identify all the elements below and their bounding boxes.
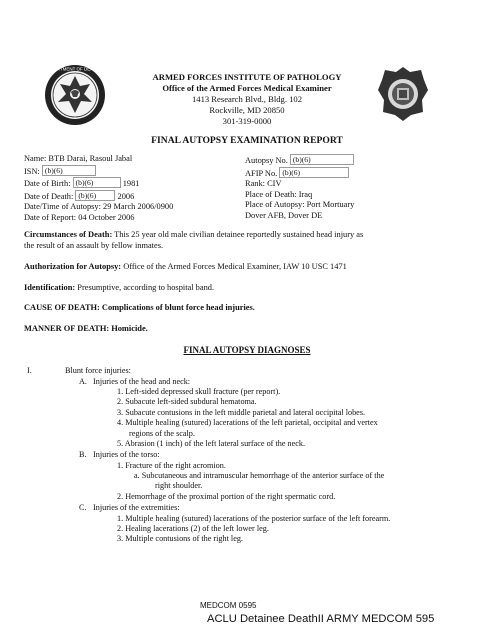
section-a-items bbox=[117, 387, 378, 449]
section-b-items bbox=[117, 461, 384, 503]
dod-label: Date of Death: bbox=[24, 191, 74, 201]
identification-section bbox=[24, 282, 214, 293]
redaction-box: (b)(6) bbox=[290, 154, 354, 165]
svg-text:DEPARTMENT OF DEFENSE: DEPARTMENT OF DEFENSE bbox=[44, 66, 106, 72]
rank: Rank: CIV bbox=[245, 179, 282, 188]
list-item: 3. Subacute contusions in the left middle parietal and lateral occipital lobes. bbox=[117, 407, 366, 417]
section-c-items bbox=[117, 514, 390, 545]
list-item: 1. Multiple healing (sutured) lacerations of the posterior surface of the left forearm. bbox=[117, 513, 391, 523]
section-b-heading: Injuries of the torso: bbox=[93, 450, 160, 459]
manner-of-death: MANNER OF DEATH: Homicide. bbox=[24, 324, 148, 333]
identification-label: Identification: bbox=[24, 283, 76, 292]
autopsy-no-row bbox=[245, 154, 354, 167]
institute-name: ARMED FORCES INSTITUTE OF PATHOLOGY bbox=[152, 72, 342, 82]
letterhead bbox=[0, 72, 494, 127]
circumstances-text-1: This 25 year old male civilian detainee reportedly sustained head injury as bbox=[112, 230, 364, 239]
list-item: 1. Left-sided depressed skull fracture (per report). bbox=[117, 387, 281, 396]
fields-left bbox=[24, 154, 173, 223]
medcom-stamp: MEDCOM 0595 bbox=[200, 601, 257, 610]
phone-number: 301-319-0000 bbox=[222, 116, 272, 126]
redaction-box: (b)(6) bbox=[42, 165, 96, 176]
place-of-autopsy-location: Dover AFB, Dover DE bbox=[245, 210, 323, 220]
section-c-heading: Injuries of the extremities: bbox=[93, 503, 180, 512]
report-title: FINAL AUTOPSY EXAMINATION REPORT bbox=[151, 135, 343, 146]
section-a-label: A. bbox=[79, 376, 87, 386]
name-label: Name: bbox=[24, 154, 47, 163]
list-item: 4. Multiple healing (sutured) lacerations of the left parietal, occipital and vertex bbox=[117, 418, 378, 428]
autopsy-no-label: Autopsy No. bbox=[245, 156, 288, 165]
list-item: 5. Abrasion (1 inch) of the left lateral surface of the neck. bbox=[117, 439, 306, 449]
ssn-label: ISN: bbox=[24, 166, 40, 176]
autopsy-datetime: Date/Time of Autopsy: 29 March 2006/0900 bbox=[24, 202, 174, 211]
dod-year: 2006 bbox=[117, 191, 135, 201]
diagnosis-roman: I. bbox=[27, 366, 32, 375]
circumstances-label: Circumstances of Death: bbox=[24, 230, 113, 239]
cause-of-death: CAUSE OF DEATH: Complications of blunt force head injuries. bbox=[24, 303, 255, 312]
ssn-row bbox=[24, 165, 173, 178]
diagnosis-heading: Blunt force injuries: bbox=[65, 366, 131, 375]
list-item: a. Subcutaneous and intramuscular hemorrhage of the anterior surface of the bbox=[134, 470, 385, 480]
fields-right bbox=[245, 154, 354, 221]
place-of-death: Place of Death: Iraq bbox=[245, 189, 313, 199]
list-item: 2. Subacute left-sided subdural hematoma. bbox=[117, 397, 257, 407]
redaction-box: (b)(6) bbox=[75, 190, 115, 201]
authorization-section bbox=[24, 261, 347, 272]
identification-text: Presumptive, according to hospital band. bbox=[75, 283, 215, 292]
diagnoses-title: FINAL AUTOPSY DIAGNOSES bbox=[183, 345, 311, 355]
list-item: regions of the scalp. bbox=[129, 428, 195, 438]
dod-row bbox=[24, 190, 173, 203]
list-item: right shoulder. bbox=[155, 481, 203, 491]
circumstances-text-2: the result of an assault by fellow inmates. bbox=[24, 241, 164, 250]
name-value: BTB Darai, Rasoul Jabal bbox=[48, 154, 133, 163]
office-name: Office of the Armed Forces Medical Examiner bbox=[162, 83, 332, 93]
document-caption: ACLU Detainee DeathII ARMY MEDCOM 595 bbox=[207, 613, 435, 625]
address-line-1: 1413 Research Blvd., Bldg. 102 bbox=[191, 94, 303, 104]
dob-year: 1981 bbox=[122, 179, 140, 188]
redaction-box: (b)(6) bbox=[279, 167, 349, 178]
authorization-text: Office of the Armed Forces Medical Examiner, IAW 10 USC 1471 bbox=[121, 262, 347, 271]
circumstances-section bbox=[24, 229, 474, 251]
list-item: 2. Healing lacerations (2) of the left lower leg. bbox=[117, 523, 269, 533]
authorization-label: Authorization for Autopsy: bbox=[24, 262, 122, 271]
name-row bbox=[24, 154, 173, 165]
address-line-2: Rockville, MD 20850 bbox=[209, 105, 285, 115]
list-item: 2. Hemorrhage of the proximal portion of the right spermatic cord. bbox=[117, 491, 336, 501]
section-b-label: B. bbox=[79, 450, 87, 459]
dob-label: Date of Birth: bbox=[24, 179, 71, 188]
redaction-box: (b)(6) bbox=[73, 177, 121, 188]
place-of-autopsy: Place of Autopsy: Port Mortuary bbox=[245, 200, 355, 209]
dob-row bbox=[24, 177, 173, 190]
list-item: 1. Fracture of the right acromion. bbox=[117, 460, 226, 470]
afip-no-row bbox=[245, 167, 354, 180]
section-a-heading: Injuries of the head and neck: bbox=[93, 376, 191, 386]
report-date: Date of Report: 04 October 2006 bbox=[24, 212, 135, 222]
list-item: 3. Multiple contusions of the right leg. bbox=[117, 534, 243, 544]
section-c-label: C. bbox=[79, 503, 87, 512]
afip-no-label: AFIP No. bbox=[245, 168, 278, 178]
